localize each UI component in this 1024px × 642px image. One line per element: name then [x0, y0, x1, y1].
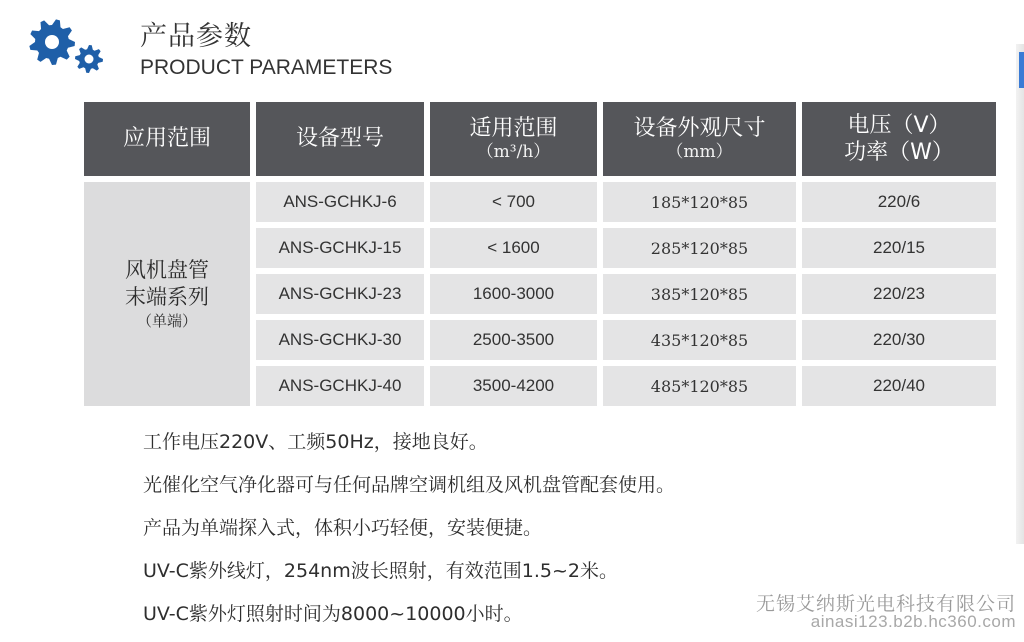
model-text: ANS-GCHKJ-23	[278, 284, 402, 303]
feature-notes	[143, 427, 675, 642]
header-application-label: 应用范围	[122, 126, 211, 152]
size-text: 485*120*85	[650, 376, 749, 396]
header-model-label: 设备型号	[295, 126, 384, 152]
range-text: 1600-3000	[472, 284, 555, 303]
cell-power	[802, 228, 996, 268]
cell-model	[256, 274, 424, 314]
power-text: 220/6	[877, 192, 921, 211]
model-text: ANS-GCHKJ-15	[278, 238, 402, 257]
model-text: ANS-GCHKJ-40	[278, 376, 402, 395]
cell-range	[430, 182, 597, 222]
scroll-thumb	[1019, 52, 1024, 88]
cell-size	[603, 182, 796, 222]
model-text: ANS-GCHKJ-6	[283, 192, 397, 211]
power-text: 220/15	[873, 238, 925, 257]
application-line-3: （单端）	[136, 311, 197, 330]
model-text: ANS-GCHKJ-30	[278, 330, 402, 349]
range-text: < 1600	[487, 238, 540, 257]
range-text: 2500-3500	[472, 330, 555, 349]
application-line-2: 末端系列	[125, 284, 209, 309]
header-application	[84, 102, 250, 176]
range-text: 3500-4200	[472, 376, 555, 395]
note-item: 光催化空气净化器可与任何品牌空调机组及风机盘管配套使用。	[143, 474, 676, 496]
cell-power	[802, 366, 996, 406]
cell-size	[603, 274, 796, 314]
note-item: 工作电压220V、工频50Hz，接地良好。	[143, 431, 488, 453]
size-text: 435*120*85	[650, 330, 749, 350]
power-text: 220/30	[873, 330, 925, 349]
header-power	[802, 102, 996, 176]
header-size-label: 设备外观尺寸	[633, 115, 766, 141]
range-text: < 700	[491, 192, 535, 211]
header-power-label: 功率（W）	[844, 140, 954, 165]
cell-range	[430, 320, 597, 360]
header-size-unit: （mm）	[666, 142, 733, 163]
cell-power	[802, 182, 996, 222]
page-subtitle: PRODUCT PARAMETERS	[140, 56, 393, 79]
cell-model	[256, 366, 424, 406]
cell-range	[430, 274, 597, 314]
size-text: 185*120*85	[650, 192, 749, 212]
edge-scrollbar	[1016, 44, 1024, 544]
size-text: 385*120*85	[650, 284, 749, 304]
header-voltage-label: 电压（V）	[847, 112, 951, 138]
header-model	[256, 102, 424, 176]
cell-size	[603, 320, 796, 360]
header-range-unit: （m³/h）	[476, 142, 551, 163]
application-line-1: 风机盘管	[125, 258, 209, 283]
header-range-label: 适用范围	[469, 115, 558, 141]
cell-size	[603, 228, 796, 268]
note-item: UV-C紫外灯照射时间为8000~10000小时。	[143, 603, 523, 625]
cell-power	[802, 320, 996, 360]
cell-size	[603, 366, 796, 406]
page-title: 产品参数	[140, 21, 252, 52]
size-text: 285*120*85	[650, 238, 749, 258]
cell-range	[430, 366, 597, 406]
note-item: UV-C紫外线灯，254nm波长照射，有效范围1.5~2米。	[143, 560, 618, 582]
cell-model	[256, 320, 424, 360]
header-size	[603, 102, 796, 176]
cell-model	[256, 182, 424, 222]
power-text: 220/40	[873, 376, 925, 395]
application-cell	[84, 182, 250, 406]
company-watermark: 无锡艾纳斯光电科技有限公司	[755, 593, 1016, 615]
gears-icon	[28, 18, 106, 76]
header-range	[430, 102, 597, 176]
cell-range	[430, 228, 597, 268]
cell-model	[256, 228, 424, 268]
power-text: 220/23	[873, 284, 925, 303]
site-watermark: ainasi123.b2b.hc360.com	[810, 612, 1016, 631]
note-item: 产品为单端探入式，体积小巧轻便，安装便捷。	[143, 517, 543, 539]
cell-power	[802, 274, 996, 314]
